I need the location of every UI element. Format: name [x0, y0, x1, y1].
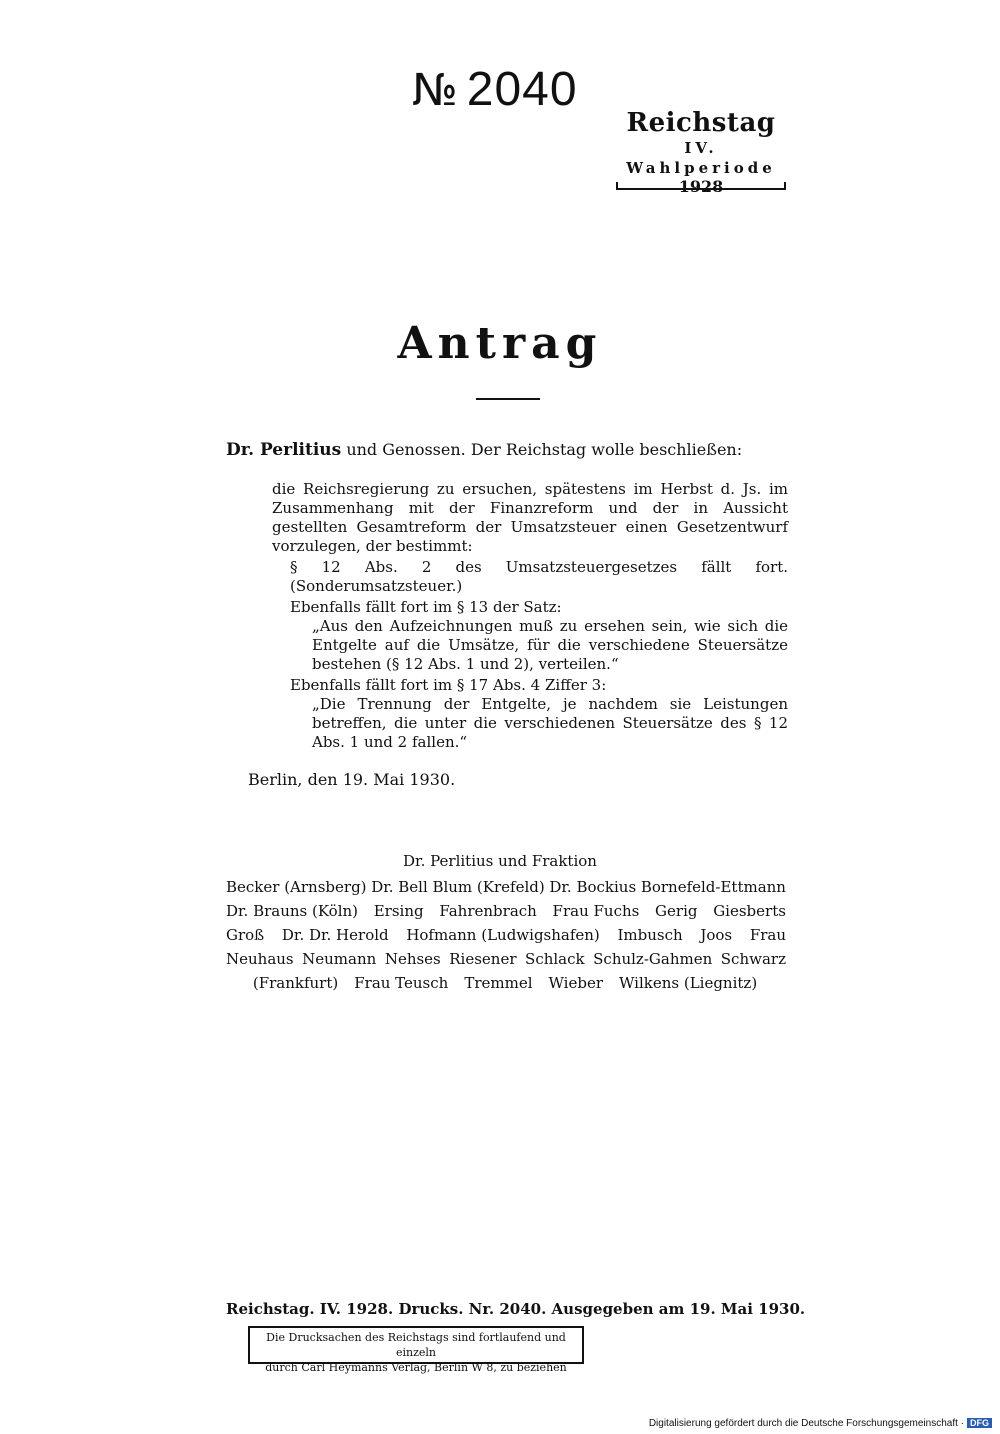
signatory: Fahrenbrach — [439, 902, 537, 920]
signatory: Frau — [749, 926, 786, 944]
signatory: Schulz-Gahmen — [593, 950, 713, 968]
print-info-line: Reichstag. IV. 1928. Drucks. Nr. 2040. Ausgegeben am 19. Mai 1930. — [226, 1300, 806, 1318]
signatory: Dr. Bell — [371, 878, 428, 896]
intro-text: und Genossen. Der Reichstag wolle beschließen: — [341, 440, 743, 459]
reichstag-title: Reichstag — [626, 108, 776, 138]
signatory: Hofmann (Ludwigshafen) — [406, 926, 600, 944]
dfg-logo: DFG — [967, 1418, 992, 1428]
signature-line-3 — [226, 924, 786, 946]
proposer-name: Dr. Perlitius — [226, 440, 342, 460]
signatory: Neuhaus — [226, 950, 294, 968]
signatory: Wilkens (Liegnitz) — [619, 974, 758, 992]
signatory: Giesberts — [713, 902, 786, 920]
digitization-credit — [649, 1418, 992, 1429]
header-bracket-rule — [616, 182, 786, 190]
publisher-notice-line-1: Die Drucksachen des Reichstags sind fortlaufend und einzeln — [266, 1331, 566, 1359]
signature-line-5 — [252, 972, 758, 994]
motion-body — [272, 480, 788, 752]
signatory: Schlack — [525, 950, 585, 968]
signatory: Tremmel — [464, 974, 533, 992]
signature-line-4 — [226, 948, 786, 970]
signatory: Bornefeld-Ettmann — [640, 878, 786, 896]
place-and-date: Berlin, den 19. Mai 1930. — [248, 770, 456, 789]
signatory: Becker (Arnsberg) — [226, 878, 367, 896]
electoral-period: IV. Wahlperiode — [626, 139, 776, 177]
signatory: Gerig — [655, 902, 698, 920]
period-year: 1928 — [678, 177, 724, 196]
motion-intro — [226, 440, 742, 460]
signatory: Nehses — [384, 950, 441, 968]
signatory: Wieber — [548, 974, 603, 992]
signatory: Frau Fuchs — [552, 902, 640, 920]
signatory: Riesener — [449, 950, 517, 968]
signature-line-2 — [226, 900, 786, 922]
signatory: Groß — [226, 926, 265, 944]
body-paragraph-2: § 12 Abs. 2 des Umsatzsteuergesetzes fällt fort. (Sonderumsatzsteuer.) — [290, 558, 788, 595]
publisher-notice-line-2: durch Carl Heymanns Verlag, Berlin W 8, zu beziehen — [265, 1361, 567, 1374]
quoted-clause-1: „Aus den Aufzeichnungen muß zu ersehen sein, wie sich die Entgelte auf die Umsätze, für die verschiedene Steuersätze bestehen (§ 12 Abs. 1 und 2), verteilen.“ — [312, 617, 788, 673]
signatory: Dr. Bockius — [549, 878, 637, 896]
signatory: Ersing — [373, 902, 424, 920]
document-number-value: 2040 — [466, 63, 578, 116]
signatory: Dr. Brauns (Köln) — [226, 902, 359, 920]
digitization-credit-text: Digitalisierung gefördert durch die Deutsche Forschungsgemeinschaft · — [648, 1418, 964, 1429]
signatory: Frau Teusch — [354, 974, 449, 992]
body-paragraph-3: Ebenfalls fällt fort im § 13 der Satz: — [290, 598, 562, 616]
publisher-notice-box — [248, 1326, 584, 1374]
signatory: Neumann — [302, 950, 377, 968]
signatory: Blum (Krefeld) — [432, 878, 545, 896]
quoted-clause-2: „Die Trennung der Entgelte, je nachdem sie Leistungen betreffen, die unter die verschiedenen Steuersätze des § 12 Abs. 1 und 2 fallen.“ — [312, 695, 788, 751]
signatory: Joos — [700, 926, 733, 944]
document-number — [412, 62, 578, 117]
reichstag-header-box — [612, 108, 790, 196]
signature-line-1 — [226, 876, 786, 898]
number-sign: № — [412, 65, 459, 116]
signature-heading: Dr. Perlitius und Fraktion — [403, 852, 597, 870]
signatory: (Frankfurt) — [252, 974, 339, 992]
signatory: Schwarz — [720, 950, 786, 968]
body-paragraph-1: die Reichsregierung zu ersuchen, spätestens im Herbst d. Js. im Zusammenhang mit der Finanzreform und der in Aussicht gestellten Gesamtreform der Umsatzsteuer einen Gesetzentwurf vorzulegen, der bestimmt: — [272, 480, 788, 555]
document-title: Antrag — [397, 318, 603, 369]
body-paragraph-4: Ebenfalls fällt fort im § 17 Abs. 4 Ziffer 3: — [290, 676, 607, 694]
signatory: Dr. Dr. Herold — [281, 926, 389, 944]
signatory: Imbusch — [617, 926, 683, 944]
title-divider — [476, 398, 540, 400]
